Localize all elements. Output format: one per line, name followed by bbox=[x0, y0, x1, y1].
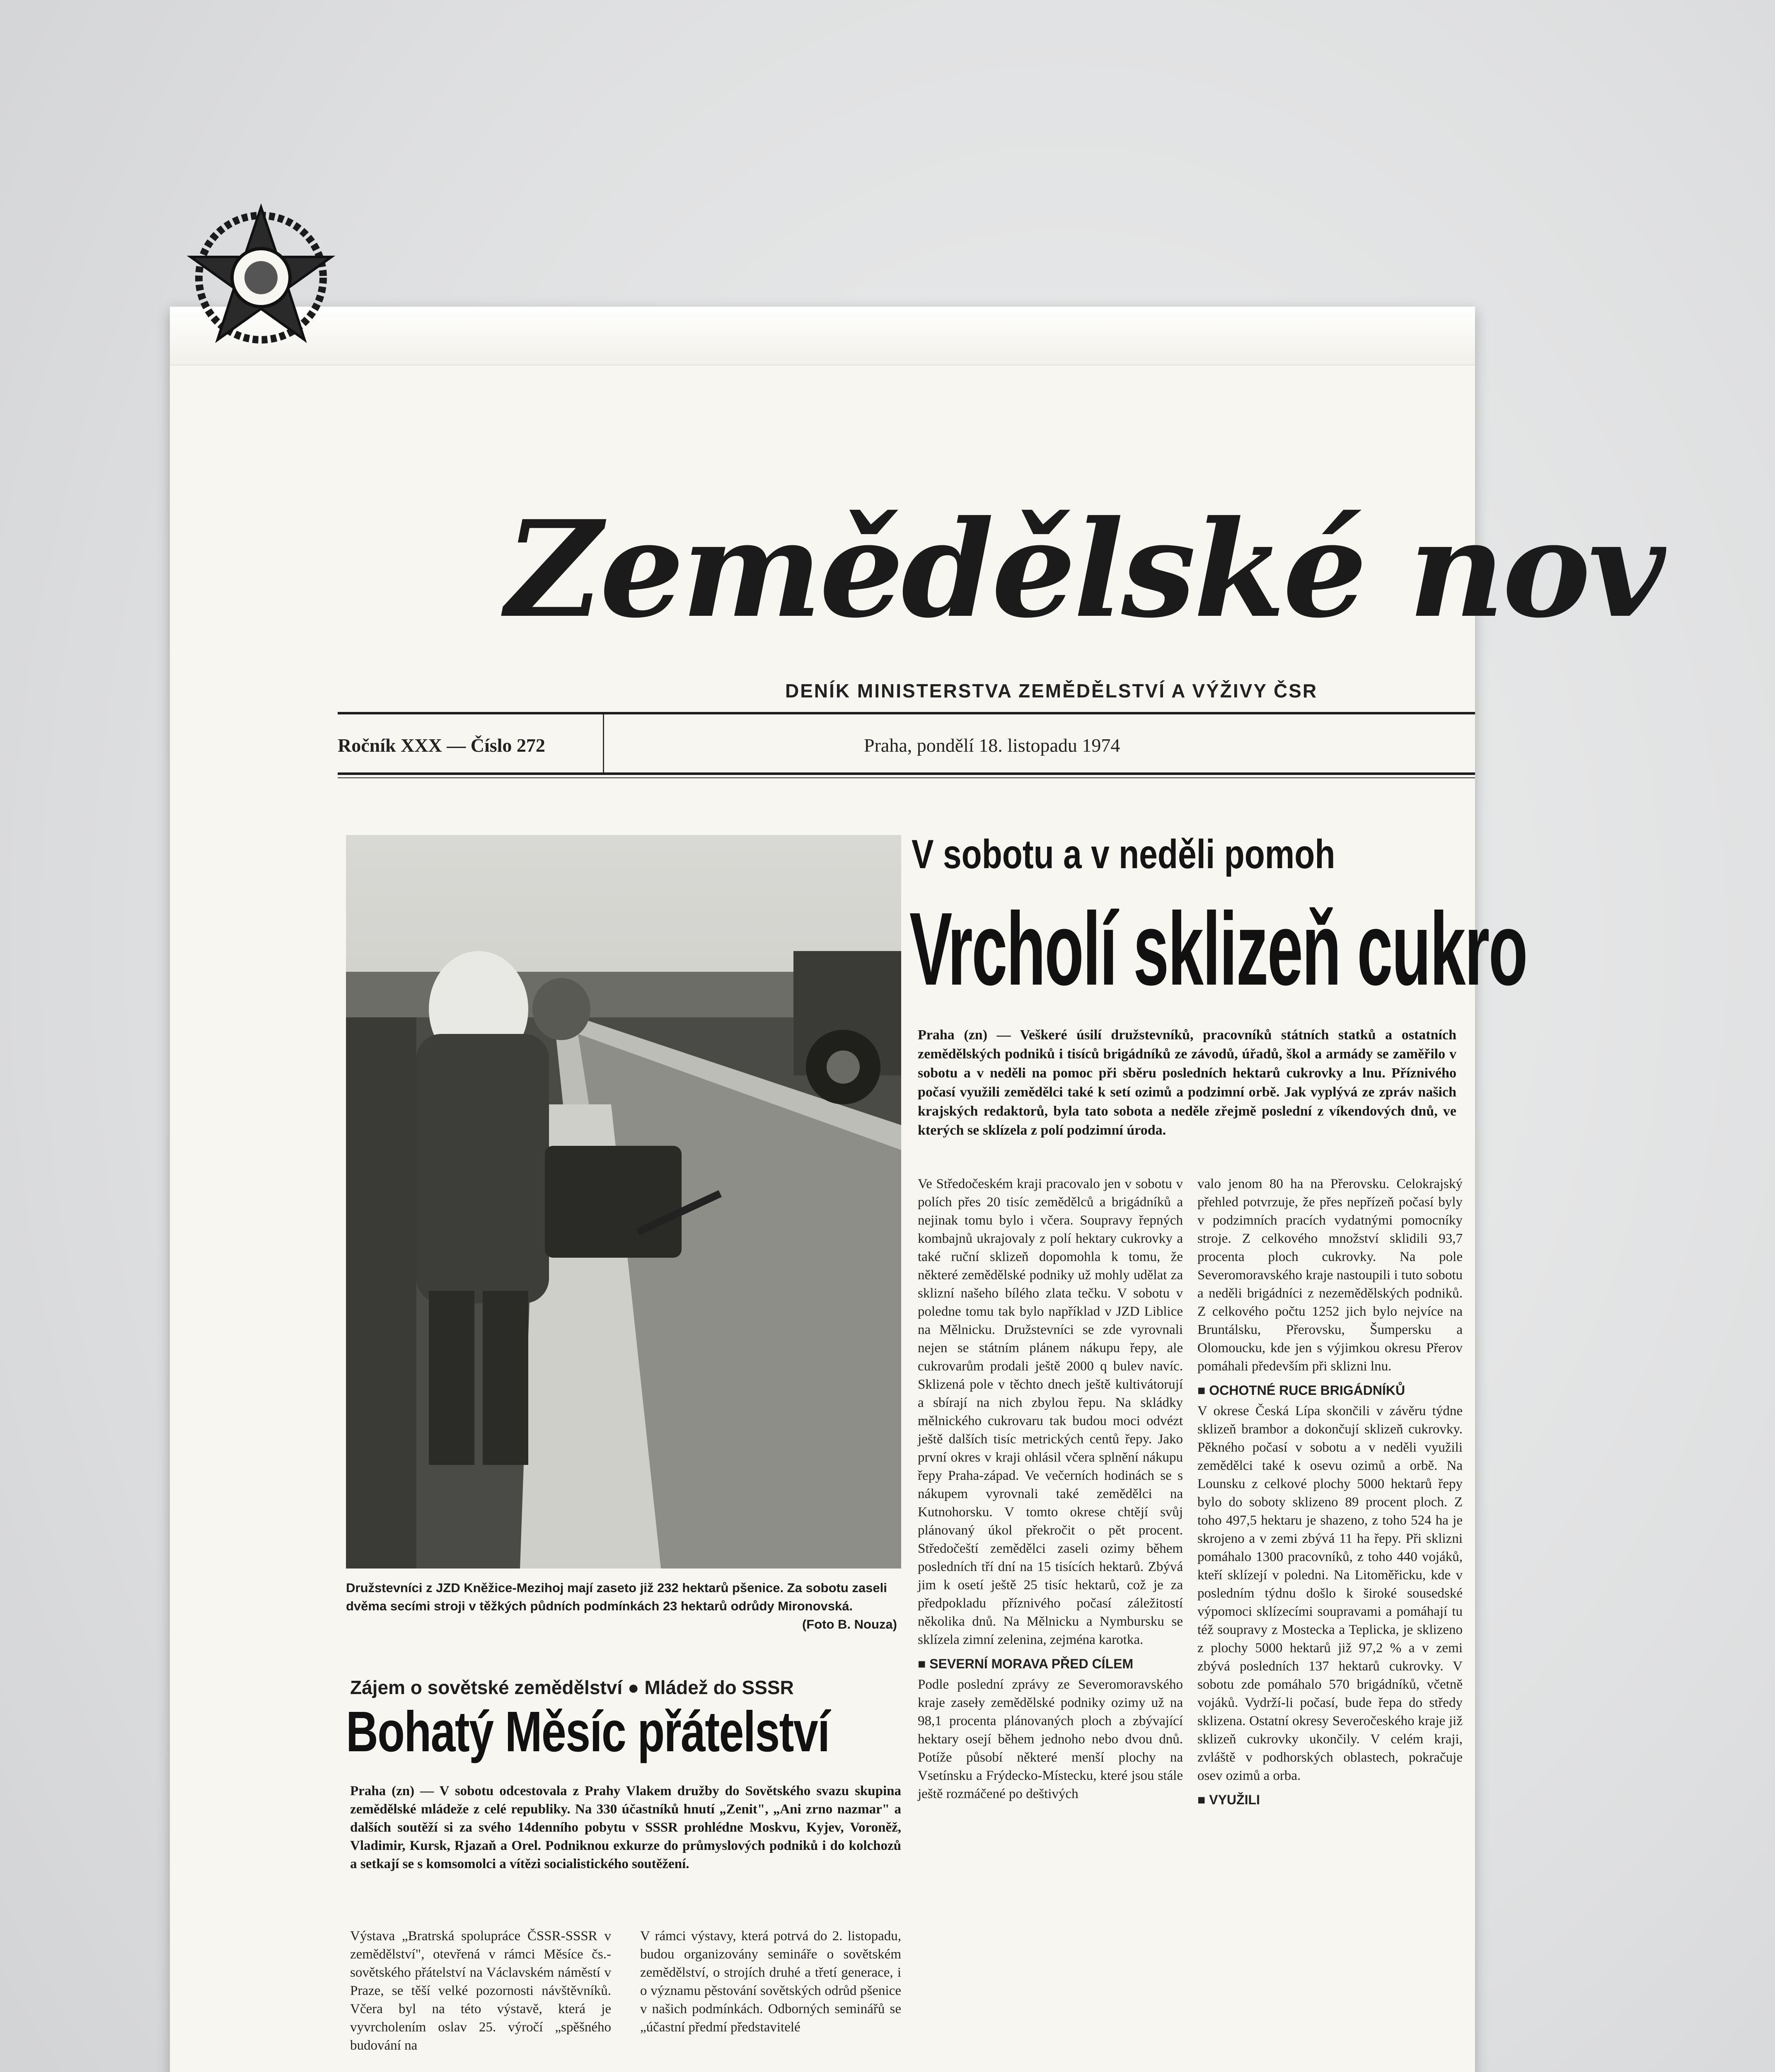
issue-date: Praha, pondělí 18. listopadu 1974 bbox=[864, 735, 1120, 756]
paper-fold bbox=[170, 307, 1475, 366]
story1-headline: Vrcholí sklizeň cukro bbox=[909, 891, 1527, 1007]
photo-caption-text: Družstevníci z JZD Kněžice-Mezihoj mají zaseto již 232 hektarů pšenice. Za sobotu zaseli dvěma secími stroji v těžkých půdních podmínkách 23 hektarů odrůdy Mironovská. bbox=[346, 1581, 887, 1613]
story2-column-a: Výstava „Bratrská spolupráce ČSSR-SSSR v zemědělství", otevřená v rámci Měsíce čs.-sovětského přátelství na Václavském náměstí v Praze, se těší velké pozornosti návštěvníků. Včera byl na této výstavě, která je vyvrcholením oslav 25. výročí „spěšného budování na bbox=[350, 1929, 611, 2053]
story1-headline-clip bbox=[909, 891, 1527, 1021]
issue-divider bbox=[603, 714, 604, 772]
story1-overline-clip bbox=[912, 831, 1475, 881]
story2-column-b: V rámci výstavy, která potrvá do 2. listopadu, budou organizovány semináře o sovětském zemědělství, o strojích druhé a třetí generace, i o významu pěstování sovětských odrůd pšenice v našich podmínkách. Odborných seminářů se „účastní předmí představitelé bbox=[640, 1929, 901, 2035]
story1-subhead-volunteers: ■ OCHOTNÉ RUCE BRIGÁDNÍKŮ bbox=[1197, 1381, 1463, 1399]
story1-column-1 bbox=[918, 1175, 1183, 2072]
story2-lead: Praha (zn) — V sobotu odcestovala z Prahy Vlakem družby do Sovětského svazu skupina zemědělské mládeže z celé republiky. Na 330 účastníků hnutí „Zenit", „Ani zrno nazmar" a dalších soutěží si za svého 14denního pobytu v SSSR prohlédne Moskvu, Kyjev, Voroněž, Vladimir, Kursk, Rjazaň a Orel. Podniknou exkurze do průmyslových podniků i do kolchozů a setkají se s komsomolci a vítězi socialistického soutěžení. bbox=[350, 1784, 901, 1871]
dateline-rule bbox=[338, 772, 1475, 775]
newspaper-title: Zemědělské nov bbox=[505, 492, 1663, 647]
masthead-title-clip bbox=[505, 492, 1663, 653]
story1-column-2-text: valo jenom 80 ha na Přerovsku. Celokrajský přehled potvrzuje, že přes nepřízeň počasí byly v podzimních pracích vydatnými pomocníky stroje. Z celkového množství sklidili 93,7 procenta ploch cukrovky. Na pole Severomoravského kraje nastoupili i tuto sobotu a neděli brigádníci z nezemědělských podniků. Z celkového počtu 1252 jich bylo nejvíce na Bruntálsku, Přerovsku, Šumpersku a Olomoucku, kde jen s výjimkou okresu Přerov pomáhali především při sklizni lnu. bbox=[1197, 1176, 1463, 1374]
story1-subhead-north-moravia: ■ SEVERNÍ MORAVA PŘED CÍLEM bbox=[918, 1655, 1183, 1673]
masthead-rule bbox=[338, 712, 1475, 714]
photo-credit: (Foto B. Nouza) bbox=[802, 1617, 897, 1631]
story2-headline: Bohatý Měsíc přátelství bbox=[346, 1700, 829, 1764]
photo-caption bbox=[346, 1579, 897, 1634]
story1-column-1-text: Ve Středočeském kraji pracovalo jen v sobotu v polích přes 20 tisíc zemědělců a brigádníků a nejinak tomu bylo i včera. Soupravy řepných kombajnů ukrajovaly z polí hektary cukrovky a také ruční sklizeň dopomohla k tomu, že některé zemědělské podniky už mohly udělat za sklizní našeho bílého zlata tečku. V sobotu v poledne tomu tak bylo například v JZD Liblice na Mělnicku. Družstevníci se zde vyrovnali nejen se státním plánem nákupu řepy, ale cukrovarům prodali ještě 2000 q bulev navíc. Sklizená pole v těchto dnech ještě kultivátorují a sbírají na nich zbylou řepu. Na skládky mělnického cukrovaru tak budou moci odvézt ještě dalších tisíc metrických centů řepy. Jako první okres v kraji ohlásil včera splnění nákupu řepy Praha-západ. Ve večerních hodinách se s nákupem vyrovnali také zemědělci na Kutnohorsku. V tomto okrese chtějí svůj plánovaný úkol překročit o pět procent. Středočeští zemědělci zaseli ozimy během posledních tří dní na 15 tisících hektarů. Zbývá jim k osetí ještě 25 tisíc hektarů, což je za předpokladu příznivého počasí záležitostí několika dnů. Na Mělnicku a Nymbursku se sklízela zimní zelenina, zejména karotka. bbox=[918, 1176, 1183, 1647]
story1-lead: Praha (zn) — Veškeré úsilí družstevníků, pracovníků státních statků a ostatních zemědělských podniků i tisíců brigádníků ze závodů, úřadů, škol a armády se zaměřilo v sobotu a v neděli na pomoc při sběru posledních hektarů cukrovky a lnu. Příznivého počasí využili zemědělci také k setí ozimů a podzimní orbě. Jak vyplývá ze zpráv našich krajských redaktorů, byla tato sobota a neděle zřejmě poslední z víkendových dnů, ve kterých se sklízela z polí podzimní úroda. bbox=[918, 1027, 1456, 1138]
star-emblem-icon bbox=[178, 195, 344, 361]
harvest-photo bbox=[346, 835, 901, 1569]
issue-number: Ročník XXX — Číslo 272 bbox=[338, 735, 545, 756]
story1-overline: V sobotu a v neděli pomoh bbox=[912, 831, 1335, 877]
story1-column-2 bbox=[1197, 1175, 1463, 2072]
masthead-subtitle: DENÍK MINISTERSTVA ZEMĚDĚLSTVÍ A VÝŽIVY ČSR bbox=[785, 680, 1318, 702]
story1-column-1b-text: Podle poslední zprávy ze Severomoravského kraje zaseły zemědělské podniky ozimy už na 98,1 procenta plánovaných ploch a zbývající hektary osejí během jednoho nebo dvou dnů. Potíže působí některé menší plochy na Vsetínsku a Frýdecko-Místecku, které jsou stále ještě rozmáčené po deštivých bbox=[918, 1677, 1183, 1801]
dateline-rule-thin bbox=[338, 777, 1475, 778]
story1-subhead-vyuzili: ■ VYUŽILI bbox=[1197, 1791, 1463, 1809]
story2-kicker: Zájem o sovětské zemědělství ● Mládež do SSSR bbox=[350, 1677, 794, 1698]
story1-column-2b-text: V okrese Česká Lípa skončili v závěru týdne sklizeň brambor a dokončují sklizeň cukrovky. Pěkného počasí v sobotu a v neděli využili zemědělci také k osevu ozimů a orbě. Na Lounsku z celkové plochy 5000 hektarů řepy bylo do soboty sklizeno 89 procent ploch. Z toho 497,5 hektaru je shazeno, z toho 524 ha je skrojeno a v zemi zbývá 11 ha řepy. Při sklizni pomáhalo 1300 pracovníků, z toho 440 vojáků, kteří sklízejí v poledni. Na Litoměřicku, kde v posledním týdnu došlo k široké sousedské výpomoci sklízecími soupravami a pomáhají tu též soupravy z Mostecka a Teplicka, je sklizeno z plochy 5000 hektarů již 97,2 % a v zemi zbývá posledních 137 hektarů cukrovky. V sobotu zde pomáhalo 570 brigádníků, včetně vojáků. Vydrží-li počasí, bude řepa do středy sklizena. Ostatní okresy Severočeského kraje již sklizeň cukrovky ukončily. V celém kraji, zvláště v podhorských oblastech, pokračuje osev ozimů a orba. bbox=[1197, 1404, 1463, 1783]
